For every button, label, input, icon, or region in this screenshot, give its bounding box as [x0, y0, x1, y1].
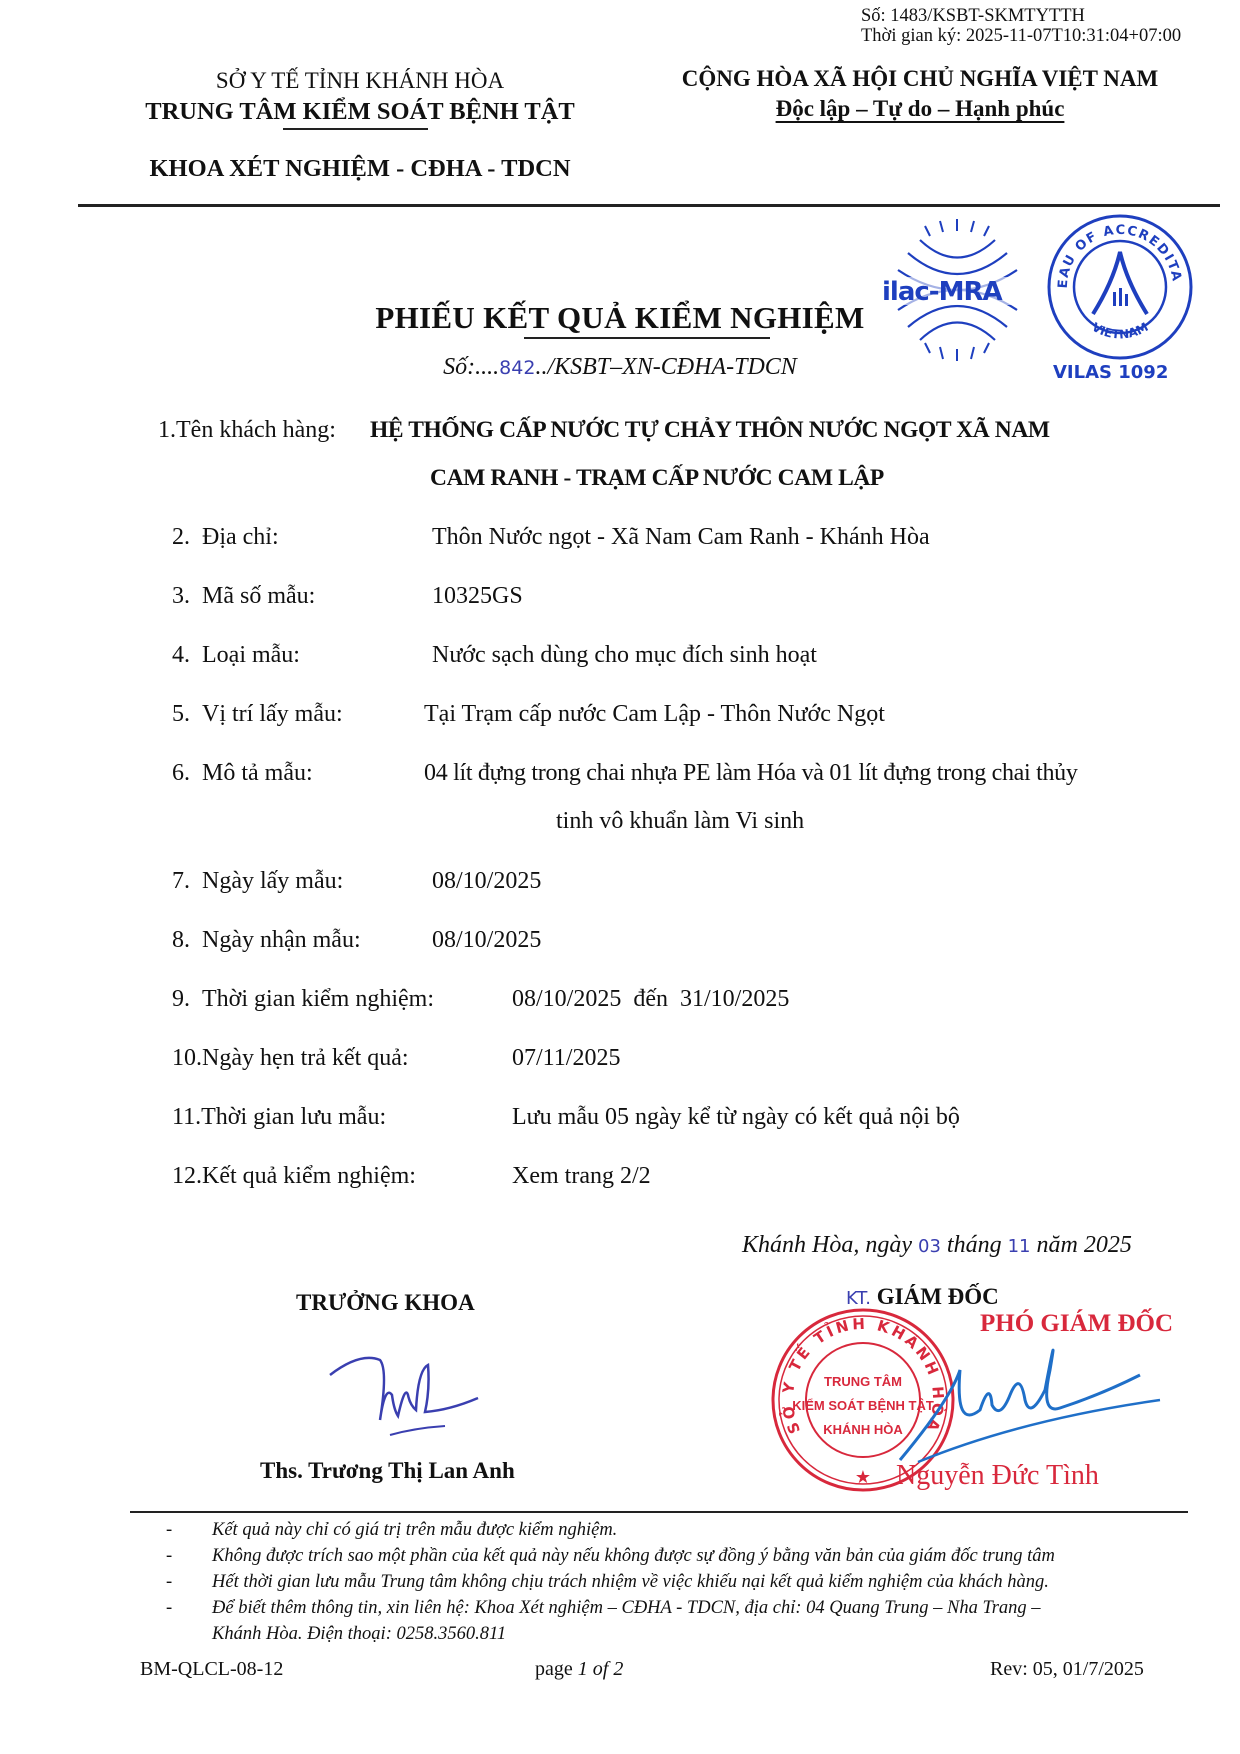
field-label: Ngày nhận mẫu: — [202, 927, 361, 953]
field-number: 5. — [172, 701, 190, 727]
customer-name-line1: HỆ THỐNG CẤP NƯỚC TỰ CHẢY THÔN NƯỚC NGỌT XÃ NAM — [370, 417, 1050, 443]
field-received-date — [172, 927, 361, 954]
right-signer-title-text: GIÁM ĐỐC — [876, 1284, 999, 1309]
page-indicator — [535, 1658, 623, 1681]
field-label: Địa chỉ: — [202, 524, 279, 550]
note-item — [166, 1595, 1055, 1621]
left-signer-name: Ths. Trương Thị Lan Anh — [260, 1458, 515, 1483]
right-signature — [880, 1320, 1190, 1475]
field-label: Thời gian kiểm nghiệm: — [202, 986, 434, 1012]
field-label: Loại mẫu: — [202, 642, 300, 668]
field-label: Vị trí lấy mẫu: — [202, 701, 343, 727]
title-underline — [524, 337, 770, 339]
note-text: Khánh Hòa. Điện thoại: 0258.3560.811 — [212, 1624, 507, 1644]
field-number: 7. — [172, 868, 190, 894]
footer-divider — [130, 1511, 1188, 1513]
field-sample-description — [172, 760, 313, 787]
revision: Rev: 05, 01/7/2025 — [990, 1658, 1144, 1680]
note-text: Kết quả này chỉ có giá trị trên mẫu được kiểm nghiệm. — [212, 1520, 618, 1540]
note-bullet: - — [166, 1572, 173, 1592]
document-number — [0, 354, 1240, 381]
field-received-date-value: 08/10/2025 — [432, 927, 542, 953]
signature-mark-right — [880, 1320, 1190, 1470]
field-sample-code — [172, 583, 315, 610]
kt-handwritten: KT. — [846, 1288, 871, 1309]
place-date-month-label: tháng — [940, 1232, 1008, 1258]
national-motto-text: Độc lập – Tự do – Hạnh phúc — [775, 96, 1065, 121]
field-sample-type — [172, 642, 300, 669]
field-label: Thời gian lưu mẫu: — [201, 1104, 387, 1130]
header-divider — [78, 204, 1220, 207]
note-item — [166, 1543, 1055, 1569]
left-signature — [320, 1350, 490, 1445]
note-text: Không được trích sao một phần của kết quả này nếu không được sự đồng ý bằng văn bản của giám đốc trung tâm — [212, 1546, 1055, 1566]
field-sampling-location-value: Tại Trạm cấp nước Cam Lập - Thôn Nước Ngọt — [424, 701, 885, 727]
field-number: 2. — [172, 524, 190, 550]
field-sample-type-value: Nước sạch dùng cho mục đích sinh hoạt — [432, 642, 817, 668]
boa-bottom-text: VIETNAM — [1089, 319, 1151, 342]
center-name — [100, 98, 620, 126]
country-name: CỘNG HÒA XÃ HỘI CHỦ NGHĨA VIỆT NAM — [681, 66, 1159, 91]
department-name: SỞ Y TẾ TỈNH KHÁNH HÒA — [215, 68, 505, 93]
field-number: 4. — [172, 642, 190, 668]
right-signer-subtitle: PHÓ GIÁM ĐỐC — [980, 1310, 1174, 1337]
page-value: 1 of 2 — [577, 1658, 624, 1680]
doc-number-handwritten: 842 — [499, 357, 536, 379]
note-bullet: - — [166, 1598, 173, 1618]
boa-logo — [1045, 212, 1205, 383]
form-code: BM-QLCL-08-12 — [140, 1658, 284, 1680]
seal-line1: TRUNG TÂM — [824, 1374, 902, 1389]
field-test-result — [172, 1163, 416, 1190]
national-motto — [640, 96, 1200, 122]
field-number: 10. — [172, 1045, 202, 1071]
place-date-prefix: Khánh Hòa, ngày — [742, 1232, 918, 1258]
page-prefix: page — [535, 1658, 578, 1680]
handwritten-month: 11 — [1007, 1236, 1031, 1257]
field-number: 8. — [172, 927, 190, 953]
handwritten-day: 03 — [918, 1236, 941, 1257]
seal-outer-text: SỞ Y TẾ TỈNH KHÁNH HÒA — [778, 1314, 948, 1437]
doc-number-suffix: ../KSBT–XN-CĐHA-TDCN — [535, 354, 797, 380]
field-testing-period-value: 08/10/2025 đến 31/10/2025 — [512, 986, 790, 1012]
note-item — [166, 1517, 1055, 1543]
center-underline — [283, 128, 428, 130]
doc-number-prefix: Số:.... — [443, 354, 500, 380]
customer-label: 1.Tên khách hàng: — [158, 417, 336, 443]
seal-line2: KIỂM SOÁT BỆNH TẬT — [792, 1398, 934, 1413]
seal-star: ★ — [854, 1467, 872, 1487]
note-text: Hết thời gian lưu mẫu Trung tâm không chịu trách nhiệm về việc khiếu nại kết quả kiểm nghiệm của khách hàng. — [212, 1572, 1049, 1592]
field-number: 11. — [172, 1104, 202, 1130]
field-label: Kết quả kiểm nghiệm: — [202, 1163, 416, 1189]
place-date-year: năm 2025 — [1030, 1232, 1132, 1258]
svg-text:BUREAU OF ACCREDITATION — [1045, 212, 1184, 289]
note-item — [166, 1569, 1055, 1595]
field-number: 12. — [172, 1163, 202, 1189]
field-label: Ngày hẹn trả kết quả: — [202, 1045, 409, 1071]
document-title-text: PHIẾU KẾT QUẢ KIỂM NGHIỆM — [375, 300, 865, 335]
field-retention-time-value: Lưu mẫu 05 ngày kể từ ngày có kết quả nội bộ — [512, 1104, 960, 1130]
field-number: 3. — [172, 583, 190, 609]
right-signer-name: Nguyễn Đức Tình — [896, 1460, 1099, 1491]
field-result-due-date-value: 07/11/2025 — [512, 1045, 621, 1071]
division-name: KHOA XÉT NGHIỆM - CĐHA - TDCN — [149, 155, 571, 182]
field-sample-code-value: 10325GS — [432, 583, 523, 609]
field-address-value: Thôn Nước ngọt - Xã Nam Cam Ranh - Khánh Hòa — [432, 524, 930, 550]
customer-name-line2: CAM RANH - TRẠM CẤP NƯỚC CAM LẬP — [430, 465, 884, 491]
field-result-due-date — [172, 1045, 409, 1072]
seal-line3: KHÁNH HÒA — [823, 1422, 903, 1437]
field-retention-time — [172, 1104, 386, 1131]
field-number: 6. — [172, 760, 190, 786]
left-signer-title: TRƯỞNG KHOA — [296, 1290, 475, 1315]
boa-logo-graphic — [1045, 212, 1195, 362]
boa-top-text: EAU OF ACCREDITA — [1055, 222, 1184, 289]
field-sampling-location — [172, 701, 343, 728]
field-label: Mô tả mẫu: — [202, 760, 313, 786]
note-text: Để biết thêm thông tin, xin liên hệ: Khoa Xét nghiệm – CĐHA - TDCN, địa chỉ: 04 Quang Trung – Nha Trang – — [212, 1598, 1041, 1618]
field-sampling-date-value: 08/10/2025 — [432, 868, 542, 894]
ilac-mra-logo — [880, 215, 1035, 365]
note-bullet: - — [166, 1520, 173, 1540]
field-test-result-value: Xem trang 2/2 — [512, 1163, 651, 1189]
field-testing-period — [172, 986, 434, 1013]
place-date — [742, 1232, 1132, 1259]
field-number: 9. — [172, 986, 190, 1012]
field-label: Mã số mẫu: — [202, 583, 316, 609]
signature-number: Số: 1483/KSBT-SKMTYTTH — [861, 6, 1085, 26]
ilac-mra-text: ilac-MRA — [882, 277, 1002, 307]
note-continuation — [170, 1621, 1055, 1647]
field-label: Ngày lấy mẫu: — [202, 868, 344, 894]
field-sampling-date — [172, 868, 343, 895]
field-address — [172, 524, 279, 551]
field-sample-description-value2: tinh vô khuẩn làm Vi sinh — [556, 808, 805, 834]
notes-list — [166, 1517, 1055, 1647]
vilas-number: VILAS 1092 — [1053, 362, 1169, 383]
note-bullet: - — [166, 1546, 173, 1566]
document-title — [0, 300, 1240, 336]
signature-time: Thời gian ký: 2025-11-07T10:31:04+07:00 — [861, 26, 1182, 46]
field-sample-description-value: 04 lít đựng trong chai nhựa PE làm Hóa và 01 lít đựng trong chai thủy — [424, 760, 1078, 786]
digital-signature-meta — [861, 6, 1181, 46]
center-name-text: TRUNG TÂM KIỂM SOÁT BỆNH TẬT — [145, 98, 575, 125]
signature-mark-left — [320, 1350, 490, 1440]
